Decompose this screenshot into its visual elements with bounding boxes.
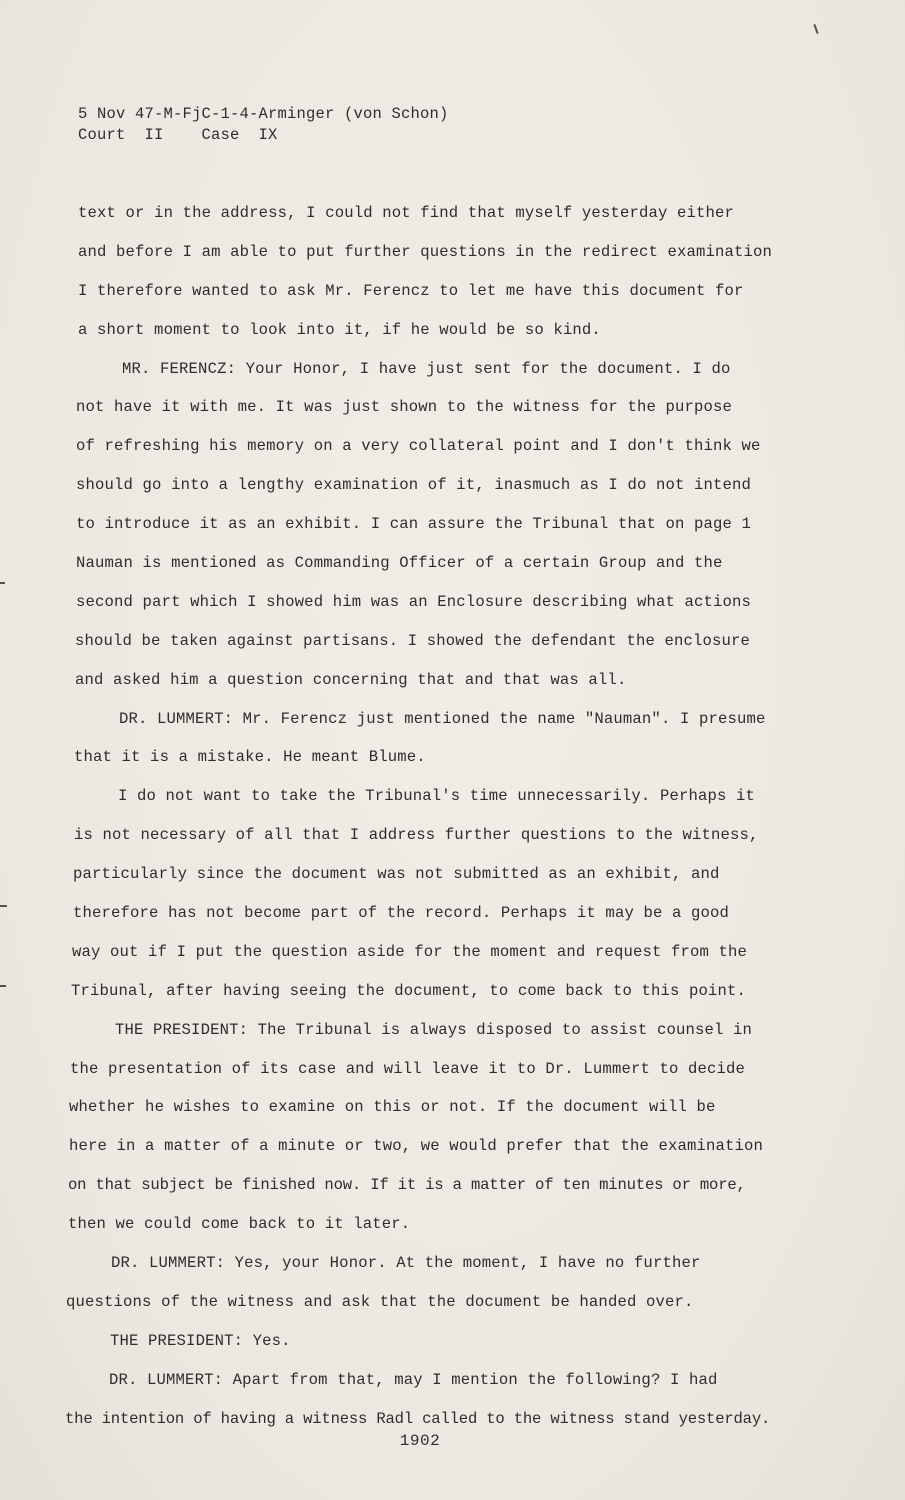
text-line: then we could come back to it later. bbox=[68, 1215, 411, 1234]
speaker-line: DR. LUMMERT: Yes, your Honor. At the moment, I have no further bbox=[111, 1254, 701, 1273]
text-line: Nauman is mentioned as Commanding Officer of a certain Group and the bbox=[76, 554, 723, 573]
text-line: I therefore wanted to ask Mr. Ferencz to let me have this document for bbox=[78, 281, 744, 300]
text-line: on that subject be finished now. If it is a matter of ten minutes or more, bbox=[68, 1176, 746, 1195]
text-line: way out if I put the question aside for the moment and request from the bbox=[72, 942, 748, 961]
margin-mark bbox=[0, 985, 6, 987]
speaker-line: DR. LUMMERT: Mr. Ferencz just mentioned the name "Nauman". I presume bbox=[119, 709, 766, 728]
text-line: second part which I showed him was an Enclosure describing what actions bbox=[76, 592, 752, 611]
text-line: to introduce it as an exhibit. I can assure the Tribunal that on page 1 bbox=[76, 515, 752, 534]
text-line: and before I am able to put further questions in the redirect examination bbox=[78, 242, 773, 261]
text-line: the presentation of its case and will leave it to Dr. Lummert to decide bbox=[70, 1059, 746, 1078]
text-line: should be taken against partisans. I showed the defendant the enclosure bbox=[75, 631, 751, 650]
text-line: is not necessary of all that I address further questions to the witness, bbox=[74, 826, 759, 845]
text-line: whether he wishes to examine on this or not. If the document will be bbox=[69, 1098, 716, 1117]
text-line: text or in the address, I could not find that myself yesterday either bbox=[78, 204, 735, 222]
text-line: of refreshing his memory on a very collateral point and I don't think we bbox=[76, 437, 761, 456]
margin-mark bbox=[0, 582, 5, 584]
text-line: should go into a lengthy examination of it, inasmuch as I do not intend bbox=[76, 476, 752, 495]
text-line: therefore has not become part of the record. Perhaps it may be a good bbox=[73, 904, 730, 923]
corner-mark bbox=[813, 24, 818, 34]
speaker-line: MR. FERENCZ: Your Honor, I have just sent for the document. I do bbox=[122, 359, 731, 378]
header-court-case: Court II Case IX bbox=[78, 126, 278, 144]
text-line: Tribunal, after having seeing the document, to come back to this point. bbox=[71, 981, 747, 1000]
page-number: 1902 bbox=[399, 1432, 441, 1450]
text-line: I do not want to take the Tribunal's time unnecessarily. Perhaps it bbox=[118, 787, 756, 806]
text-line: the intention of having a witness Radl called to the witness stand yesterday. bbox=[65, 1409, 771, 1428]
margin-mark bbox=[0, 905, 7, 907]
text-line: not have it with me. It was just shown to the witness for the purpose bbox=[76, 398, 733, 417]
text-line: a short moment to look into it, if he would be so kind. bbox=[78, 320, 601, 339]
header-reference: 5 Nov 47-M-FjC-1-4-Arminger (von Schon) bbox=[78, 105, 449, 123]
document-header bbox=[78, 104, 449, 146]
text-line: and asked him a question concerning that and that was all. bbox=[75, 670, 627, 689]
text-line: particularly since the document was not submitted as an exhibit, and bbox=[73, 865, 720, 884]
text-line: that it is a mistake. He meant Blume. bbox=[74, 748, 426, 767]
speaker-line: THE PRESIDENT: The Tribunal is always disposed to assist counsel in bbox=[115, 1020, 753, 1039]
transcript-body bbox=[65, 198, 810, 1443]
text-line: questions of the witness and ask that the document be handed over. bbox=[66, 1292, 694, 1311]
speaker-line: DR. LUMMERT: Apart from that, may I mention the following? I had bbox=[109, 1370, 718, 1389]
speaker-line: THE PRESIDENT: Yes. bbox=[110, 1331, 291, 1350]
text-line: here in a matter of a minute or two, we would prefer that the examination bbox=[69, 1137, 764, 1156]
